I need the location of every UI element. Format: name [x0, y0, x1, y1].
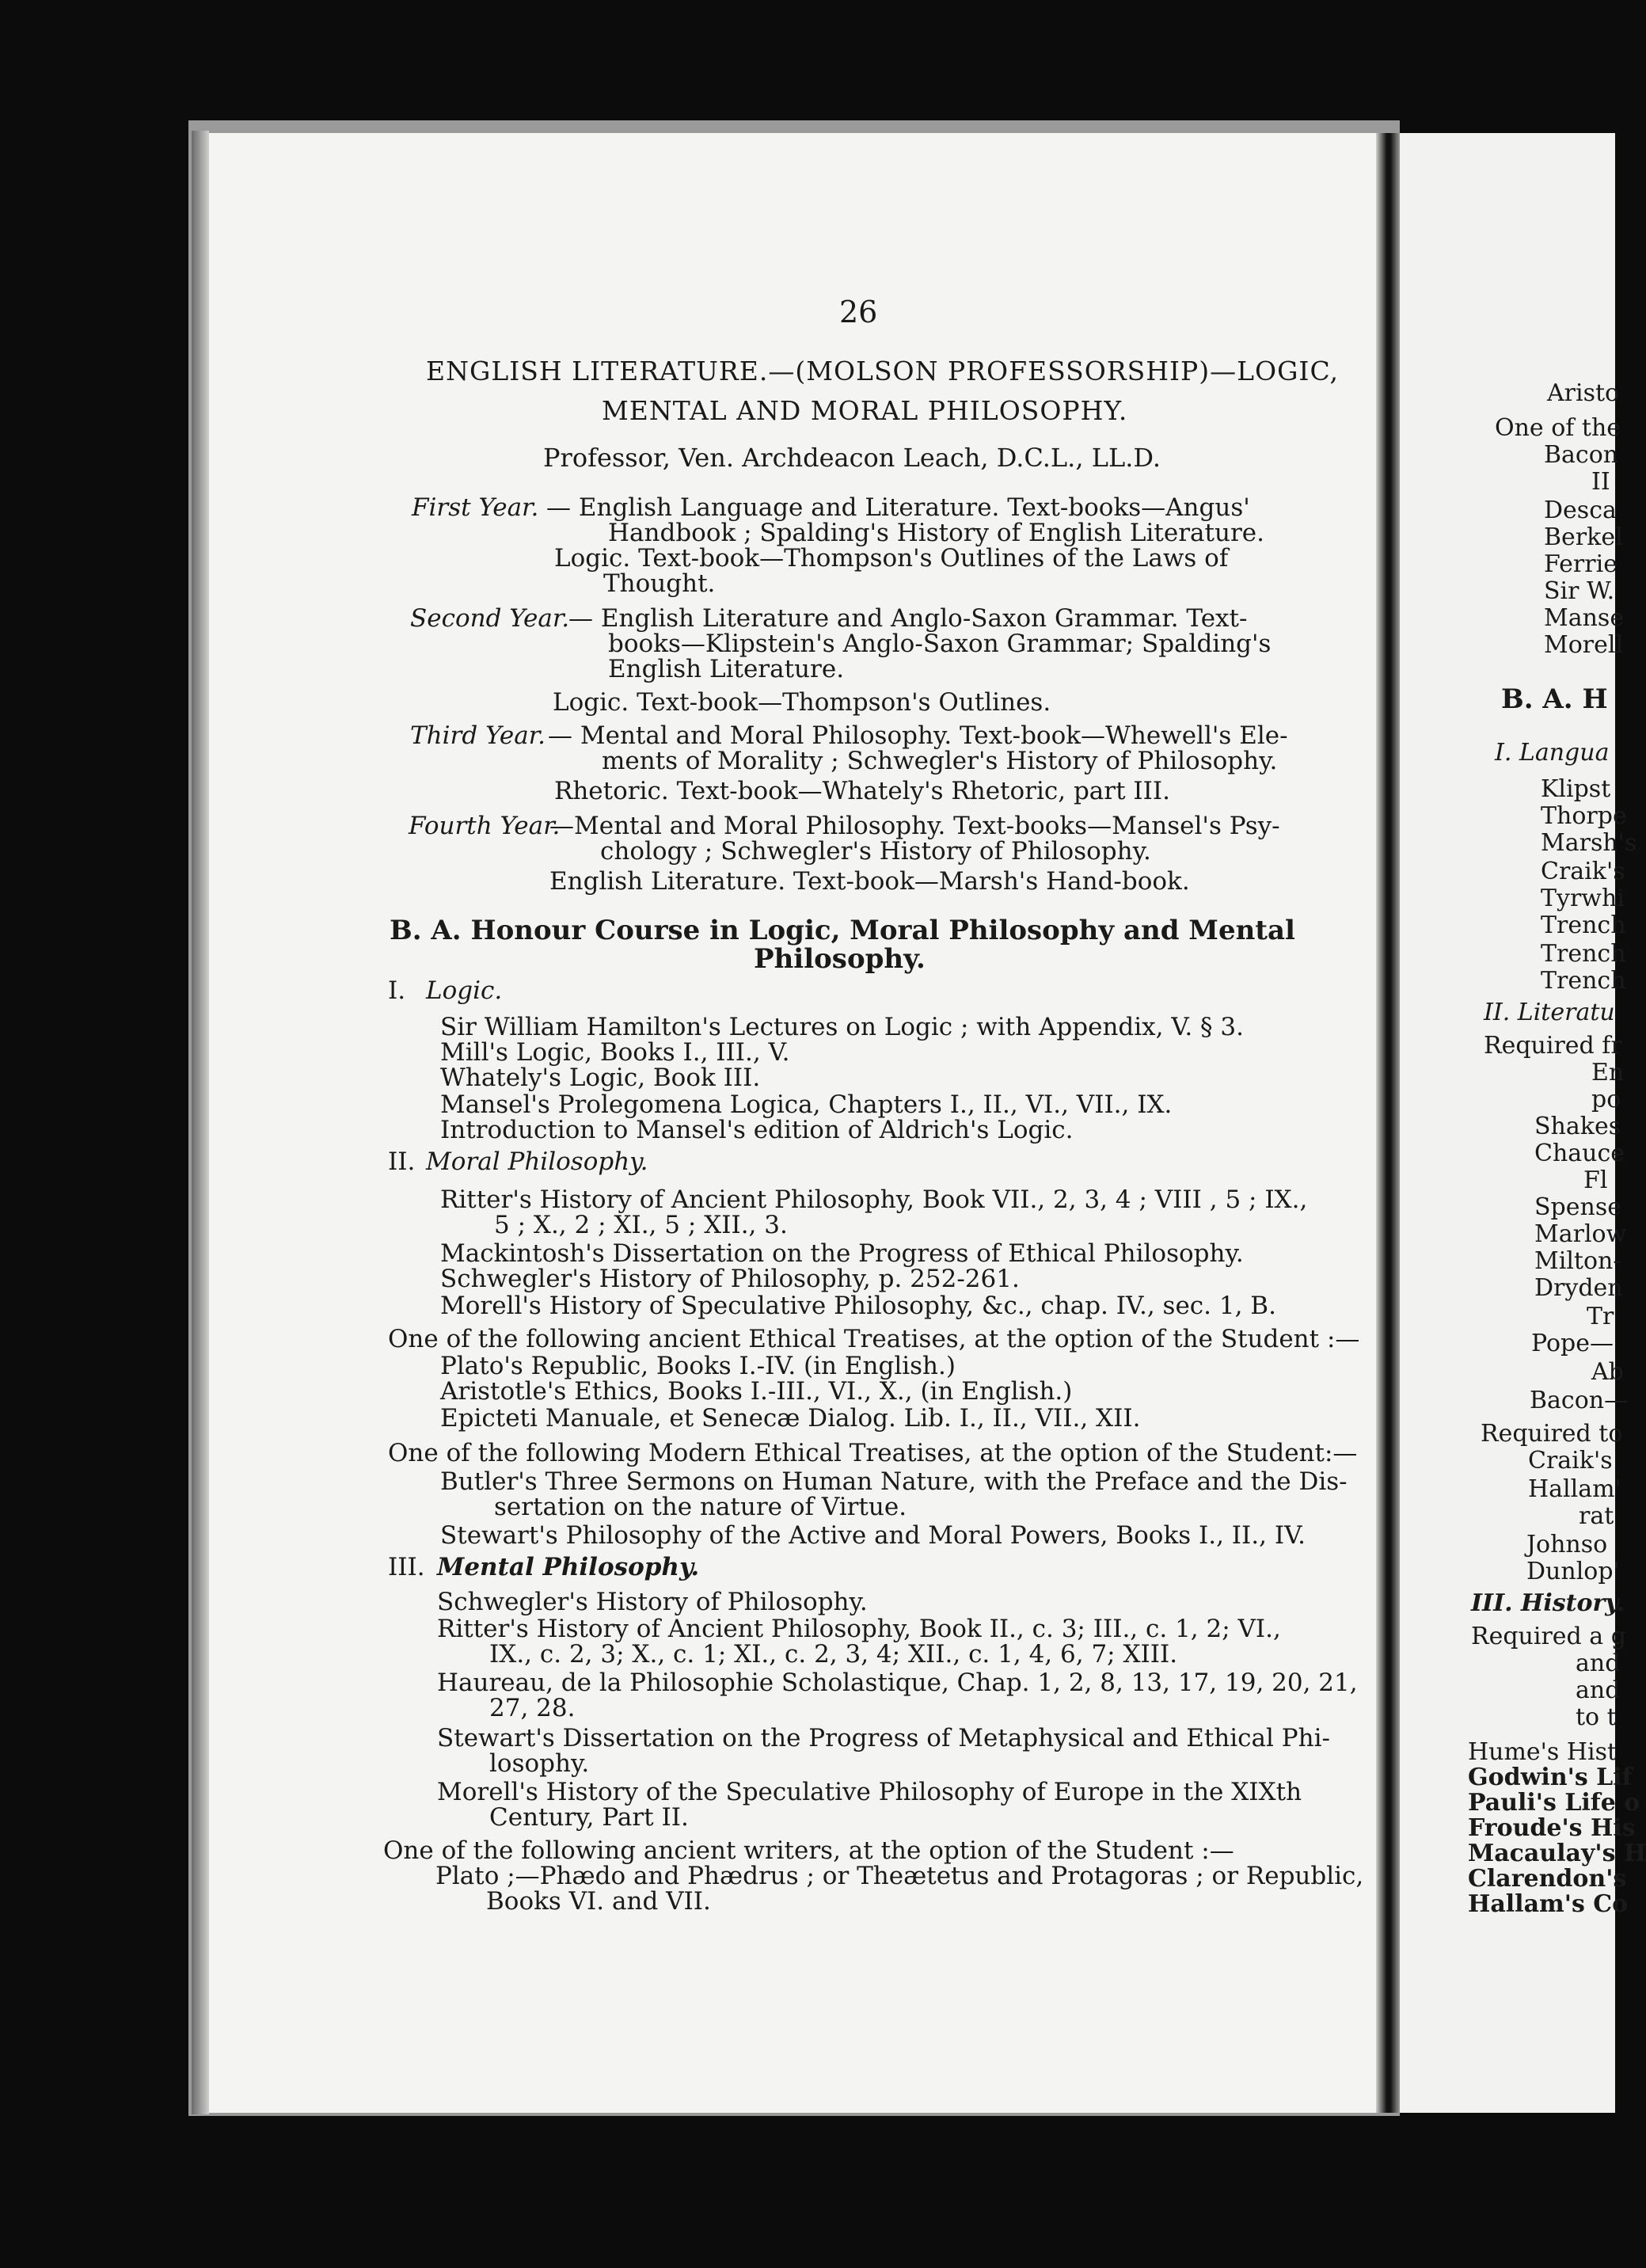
- second-year-line-3: English Literature.: [608, 655, 845, 683]
- book-gutter: [1376, 133, 1400, 2113]
- logic-item: Whately's Logic, Book III.: [440, 1064, 761, 1092]
- modern-treatise-item: Butler's Three Sermons on Human Nature, with the Preface and the Dis-: [440, 1467, 1348, 1496]
- modern-treatises-intro: One of the following Modern Ethical Treatises, at the option of the Student:—: [388, 1439, 1358, 1467]
- right-fragment: and: [1576, 1650, 1621, 1677]
- ancient-treatises-intro: One of the following ancient Ethical Treatises, at the option of the Student :—: [388, 1325, 1360, 1353]
- logic-section-number: I.: [388, 976, 406, 1005]
- right-fragment: Sir W.: [1544, 577, 1615, 605]
- page-edge: [192, 131, 209, 2114]
- right-fragment: Klipst: [1541, 775, 1611, 803]
- right-fragment: Required a g: [1471, 1623, 1626, 1650]
- mental-item: IX., c. 2, 3; X., c. 1; XI., c. 2, 3, 4; XII., c. 1, 4, 6, 7; XIII.: [489, 1640, 1178, 1669]
- second-year-label: Second Year.: [410, 604, 570, 633]
- modern-treatise-item: sertation on the nature of Virtue.: [494, 1493, 907, 1521]
- right-fragment: Froude's His: [1468, 1814, 1636, 1842]
- right-fragment: Required to: [1481, 1420, 1623, 1448]
- logic-item: Mill's Logic, Books I., III., V.: [440, 1038, 790, 1067]
- right-fragment: B. A. H: [1501, 683, 1608, 715]
- right-fragment: Tyrwhi: [1541, 885, 1625, 912]
- ancient-treatise-item: Aristotle's Ethics, Books I.-III., VI., X., (in English.): [440, 1377, 1073, 1406]
- right-fragment: Spense: [1534, 1193, 1621, 1221]
- right-fragment: Chauce: [1534, 1140, 1625, 1167]
- ancient-writer-item: Plato ;—Phædo and Phædrus ; or Theætetus and Protagoras ; or Republic,: [435, 1862, 1364, 1890]
- right-fragment: Manse: [1544, 604, 1625, 632]
- right-fragment: II. Literatu: [1484, 999, 1615, 1026]
- right-fragment: Pauli's Life o: [1468, 1789, 1640, 1817]
- right-fragment: Marlow: [1534, 1220, 1627, 1248]
- right-fragment: Thorpe: [1541, 802, 1627, 830]
- right-fragment: Trench: [1541, 967, 1626, 995]
- right-fragment: rat: [1579, 1502, 1614, 1530]
- mental-item: Ritter's History of Ancient Philosophy, Book II., c. 3; III., c. 1, 2; VI.,: [437, 1615, 1281, 1643]
- right-fragment: Marsh's: [1541, 829, 1637, 857]
- mental-section-label: Mental Philosophy.: [437, 1553, 700, 1581]
- right-fragment: Desca: [1544, 497, 1617, 524]
- first-year-line-4: Thought.: [603, 569, 716, 598]
- page-number: 26: [839, 295, 878, 329]
- logic-item: Introduction to Mansel's edition of Aldrich's Logic.: [440, 1116, 1074, 1144]
- right-fragment: Johnso: [1526, 1531, 1608, 1558]
- heading-line-2: MENTAL AND MORAL PHILOSOPHY.: [602, 395, 1128, 426]
- mental-item: Morell's History of the Speculative Philosophy of Europe in the XIXth: [437, 1778, 1302, 1806]
- right-fragment: Morell: [1544, 631, 1624, 659]
- right-fragment: Macaulay's H: [1468, 1840, 1646, 1867]
- ancient-writer-item: Books VI. and VII.: [486, 1887, 711, 1916]
- mental-item: losophy.: [489, 1749, 590, 1778]
- fourth-year-label: Fourth Year.: [409, 812, 561, 840]
- right-fragment: Pope—: [1531, 1330, 1614, 1357]
- right-fragment: Craik's: [1528, 1447, 1613, 1475]
- first-year-label: First Year.: [412, 493, 539, 522]
- right-fragment: One of the: [1495, 414, 1621, 442]
- second-year-line-1: — English Literature and Anglo-Saxon Grammar. Text-: [568, 604, 1248, 633]
- right-fragment: Milton-: [1534, 1247, 1621, 1275]
- first-year-line-1: — English Language and Literature. Text-books—Angus': [546, 493, 1250, 522]
- right-fragment: po: [1591, 1086, 1621, 1113]
- mental-section-number: III.: [388, 1553, 425, 1581]
- right-fragment: I. Langua: [1495, 739, 1610, 767]
- right-fragment: III. History.: [1471, 1589, 1625, 1617]
- first-year-line-3: Logic. Text-book—Thompson's Outlines of the Laws of: [554, 544, 1229, 573]
- first-year-line-2: Handbook ; Spalding's History of English Literature.: [608, 519, 1264, 547]
- right-fragment: Trench: [1541, 911, 1626, 939]
- right-fragment: Dryden: [1534, 1274, 1623, 1302]
- mental-item: Stewart's Dissertation on the Progress of Metaphysical and Ethical Phi-: [437, 1724, 1331, 1752]
- right-fragment: Craik's: [1541, 858, 1625, 885]
- right-fragment: En: [1591, 1059, 1625, 1086]
- right-fragment: Bacon: [1544, 441, 1619, 469]
- moral-section-label: Moral Philosophy.: [426, 1147, 648, 1176]
- mental-item: Century, Part II.: [489, 1803, 689, 1832]
- logic-item: Sir William Hamilton's Lectures on Logic ; with Appendix, V. § 3.: [440, 1013, 1244, 1041]
- third-year-line-1: — Mental and Moral Philosophy. Text-book—Whewell's Ele-: [548, 721, 1288, 750]
- moral-item: Schwegler's History of Philosophy, p. 252-261.: [440, 1265, 1020, 1293]
- right-fragment: Ab: [1591, 1358, 1624, 1386]
- right-fragment: Fl: [1583, 1166, 1608, 1194]
- third-year-label: Third Year.: [410, 721, 545, 750]
- second-year-line-4: Logic. Text-book—Thompson's Outlines.: [553, 688, 1051, 717]
- right-fragment: Hallam': [1528, 1475, 1621, 1503]
- right-fragment: Dunlop': [1526, 1558, 1620, 1585]
- fourth-year-line-2: chology ; Schwegler's History of Philosophy.: [600, 837, 1151, 866]
- modern-treatise-item: Stewart's Philosophy of the Active and Moral Powers, Books I., II., IV.: [440, 1521, 1306, 1550]
- right-fragment: Trench: [1541, 940, 1626, 968]
- second-year-line-2: books—Klipstein's Anglo-Saxon Grammar; Spalding's: [608, 630, 1272, 658]
- mental-item: 27, 28.: [489, 1694, 576, 1722]
- third-year-line-3: Rhetoric. Text-book—Whately's Rhetoric, part III.: [554, 777, 1171, 805]
- right-fragment: Aristo: [1547, 379, 1620, 407]
- mental-item: Schwegler's History of Philosophy.: [437, 1588, 868, 1616]
- right-fragment: II: [1591, 468, 1610, 496]
- moral-item: Morell's History of Speculative Philosophy, &c., chap. IV., sec. 1, B.: [440, 1292, 1276, 1320]
- moral-item: 5 ; X., 2 ; XI., 5 ; XII., 3.: [494, 1211, 788, 1239]
- right-fragment: Berkel: [1544, 523, 1623, 551]
- logic-section-label: Logic.: [426, 976, 503, 1005]
- professor-line: Professor, Ven. Archdeacon Leach, D.C.L., LL.D.: [543, 443, 1161, 473]
- right-fragment: Tr: [1587, 1303, 1614, 1330]
- right-fragment: to t: [1576, 1703, 1617, 1731]
- logic-item: Mansel's Prolegomena Logica, Chapters I., II., VI., VII., IX.: [440, 1090, 1173, 1119]
- ancient-treatise-item: Plato's Republic, Books I.-IV. (in English.): [440, 1352, 956, 1380]
- right-fragment: Bacon—: [1530, 1387, 1629, 1414]
- moral-section-number: II.: [388, 1147, 416, 1176]
- right-fragment: Godwin's Lif: [1468, 1764, 1633, 1791]
- fourth-year-line-1: —Mental and Moral Philosophy. Text-books—Mansel's Psy-: [549, 812, 1280, 840]
- third-year-line-2: ments of Morality ; Schwegler's History of Philosophy.: [602, 747, 1278, 775]
- right-fragment: Required fr: [1484, 1032, 1622, 1060]
- right-fragment: Clarendon's: [1468, 1865, 1627, 1893]
- ancient-writers-intro: One of the following ancient writers, at the option of the Student :—: [383, 1836, 1234, 1865]
- honour-course-title-2: Philosophy.: [754, 943, 926, 975]
- right-fragment: Shakes: [1534, 1113, 1621, 1140]
- ancient-treatise-item: Epicteti Manuale, et Senecæ Dialog. Lib. I., II., VII., XII.: [440, 1404, 1141, 1433]
- fourth-year-line-3: English Literature. Text-book—Marsh's Hand-book.: [549, 867, 1190, 896]
- right-fragment: Ferrie: [1544, 550, 1617, 578]
- heading-line-1: ENGLISH LITERATURE.—(MOLSON PROFESSORSHIP)—LOGIC,: [426, 356, 1340, 386]
- honour-course-title: B. A. Honour Course in Logic, Moral Philosophy and Mental: [390, 915, 1295, 946]
- moral-item: Ritter's History of Ancient Philosophy, Book VII., 2, 3, 4 ; VIII , 5 ; IX.,: [440, 1185, 1308, 1214]
- right-fragment: and: [1576, 1676, 1621, 1704]
- mental-item: Haureau, de la Philosophie Scholastique, Chap. 1, 2, 8, 13, 17, 19, 20, 21,: [437, 1669, 1358, 1697]
- moral-item: Mackintosh's Dissertation on the Progress of Ethical Philosophy.: [440, 1239, 1244, 1268]
- right-fragment: Hume's Hist: [1468, 1738, 1617, 1766]
- right-fragment: Hallam's Co: [1468, 1890, 1629, 1918]
